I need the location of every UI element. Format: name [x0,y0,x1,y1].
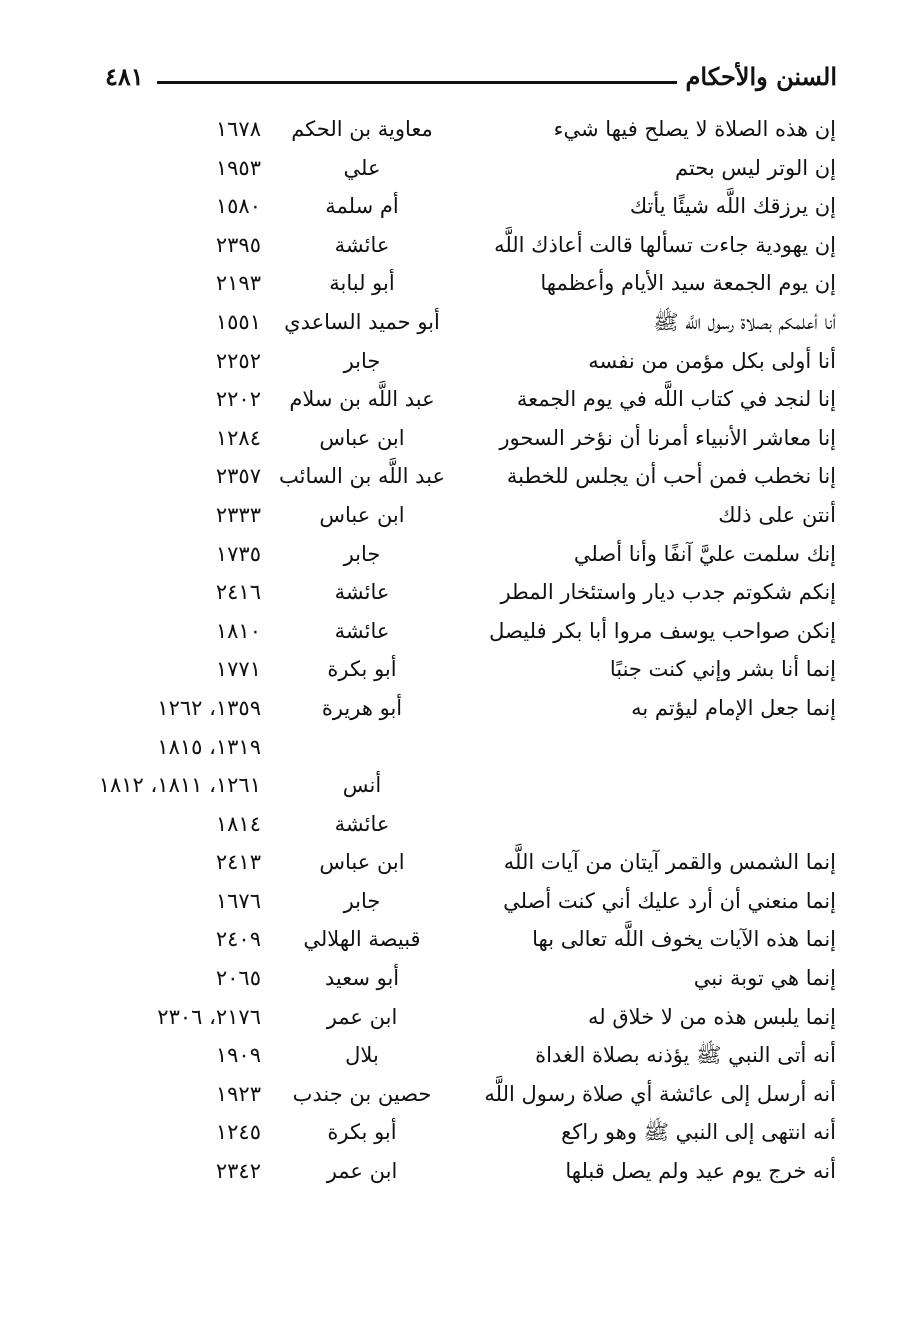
page-header [105,62,837,102]
reference-numbers: ١٢٤٥ [215,1120,261,1145]
reference-numbers: ٢٣٣٣ [215,502,261,527]
reference-numbers: ٢٢٠٢ [215,387,261,412]
narrator-name: جابر [343,888,381,913]
index-row [0,187,916,226]
reference-numbers: ١٣١٩، ١٨١٥ [157,734,261,759]
header-rule [157,81,677,84]
index-row [0,689,916,728]
index-row [0,612,916,651]
narrator-name: ابن عمر [326,1159,398,1184]
narrator-name: عائشة [334,618,390,643]
index-row [0,1036,916,1075]
reference-numbers: ١٧٣٥ [215,541,261,566]
hadith-text: أنه أرسل إلى عائشة أي صلاة رسول اللَّه [484,1081,836,1106]
reference-numbers: ٢٠٦٥ [215,966,261,991]
reference-numbers: ١٥٥١ [215,309,261,334]
reference-numbers: ١٦٧٦ [215,888,261,913]
narrator-name: عبد اللَّه بن السائب [278,464,446,489]
reference-numbers: ٢١٩٣ [215,271,261,296]
index-row [0,573,916,612]
narrator-name: جابر [343,348,381,373]
narrator-name: عائشة [334,580,390,605]
hadith-text: أنه أتى النبي ﷺ يؤذنه بصلاة الغداة [535,1043,836,1068]
narrator-name: عائشة [334,232,390,257]
hadith-text: أنه انتهى إلى النبي ﷺ وهو راكع [561,1120,836,1145]
narrator-name: عبد اللَّه بن سلام [289,387,435,412]
hadith-text: أنا أولى بكل مؤمن من نفسه [588,348,836,373]
hadith-text: إنما الشمس والقمر آيتان من آيات اللَّه [503,850,836,875]
hadith-text: إنا لنجد في كتاب اللَّه في يوم الجمعة [516,387,836,412]
reference-numbers: ٢٣٩٥ [215,232,261,257]
reference-numbers: ١٩٥٣ [215,155,261,180]
narrator-name: ابن عباس [319,425,405,450]
hadith-text: أنتن على ذلك [718,502,836,527]
index-row [0,959,916,998]
index-row [0,1152,916,1191]
hadith-text: أنا أعلمكم بصلاة رسول اللَّه ﷺ [653,309,836,334]
reference-numbers: ١٥٨٠ [215,194,261,219]
index-row [0,303,916,342]
index-row [0,264,916,303]
running-title: السنن والأحكام [685,62,837,91]
narrator-name: ابن عباس [319,850,405,875]
hadith-text: إنما منعني أن أرد عليك أني كنت أصلي [503,888,836,913]
reference-numbers: ٢١٧٦، ٢٣٠٦ [157,1004,261,1029]
reference-numbers: ٢٢٥٢ [215,348,261,373]
narrator-name: جابر [343,541,381,566]
narrator-name: حصين بن جندب [292,1081,432,1106]
page-number: ٤٨١ [105,62,144,91]
narrator-name: ابن عمر [326,1004,398,1029]
hadith-text: إنا نخطب فمن أحب أن يجلس للخطبة [506,464,836,489]
reference-numbers: ٢٤١٣ [215,850,261,875]
narrator-name: أم سلمة [325,194,399,219]
narrator-name: أبو حميد الساعدي [284,309,440,334]
index-row [0,380,916,419]
index-row [0,149,916,188]
index-row [0,882,916,921]
hadith-text: إنما يلبس هذه من لا خلاق له [588,1004,836,1029]
hadith-text: إنكن صواحب يوسف مروا أبا بكر فليصل [489,618,836,643]
index-row [0,1113,916,1152]
index-row [0,226,916,265]
reference-numbers: ١٩٢٣ [215,1081,261,1106]
hadith-text: إنكم شكوتم جدب ديار واستئخار المطر [500,580,836,605]
index-row [0,766,916,805]
reference-numbers: ٢٤١٦ [215,580,261,605]
narrator-name: أبو بكرة [327,657,397,682]
narrator-name: أبو هريرة [321,695,403,720]
hadith-text: إن يرزقك اللَّه شيئًا يأتك [629,194,836,219]
index-row [0,535,916,574]
narrator-name: ابن عباس [319,502,405,527]
hadith-text: إن هذه الصلاة لا يصلح فيها شيء [553,117,836,141]
index-row [0,110,916,149]
index-row [0,650,916,689]
reference-numbers: ١٩٠٩ [215,1043,261,1068]
hadith-index-list [0,110,916,1191]
reference-numbers: ٢٣٤٢ [215,1159,261,1184]
hadith-text: إنما جعل الإمام ليؤتم به [631,695,836,720]
index-row [0,1075,916,1114]
narrator-name: بلال [345,1043,379,1068]
hadith-text: إنك سلمت عليَّ آنفًا وأنا أصلي [573,541,836,566]
reference-numbers: ٢٣٥٧ [215,464,261,489]
narrator-name: أنس [342,773,382,798]
reference-numbers: ١٦٧٨ [215,117,261,141]
reference-numbers: ١٨١٤ [215,811,261,836]
narrator-name: علي [343,155,381,180]
index-row [0,342,916,381]
hadith-text: إن يوم الجمعة سيد الأيام وأعظمها [540,271,836,296]
narrator-name: قبيصة الهلالي [303,927,421,952]
index-row [0,920,916,959]
hadith-text: أنه خرج يوم عيد ولم يصل قبلها [565,1159,836,1184]
hadith-text: إنما هذه الآيات يخوف اللَّه تعالى بها [532,927,836,952]
narrator-name: معاوية بن الحكم [291,117,433,141]
index-row [0,457,916,496]
narrator-name: أبو لبابة [329,271,395,296]
hadith-text: إنما هي توبة نبي [693,966,836,991]
index-row [0,805,916,844]
index-row [0,419,916,458]
index-row [0,496,916,535]
hadith-text: إنا معاشر الأنبياء أمرنا أن نؤخر السحور [499,425,836,450]
reference-numbers: ١٣٥٩، ١٢٦٢ [157,695,261,720]
reference-numbers: ١٧٧١ [215,657,261,682]
reference-numbers: ١٢٨٤ [215,425,261,450]
narrator-name: أبو سعيد [324,966,400,991]
hadith-text: إنما أنا بشر وإني كنت جنبًا [609,657,836,682]
narrator-name: عائشة [334,811,390,836]
index-row [0,728,916,767]
hadith-text: إن الوتر ليس بحتم [674,155,836,180]
narrator-name: أبو بكرة [327,1120,397,1145]
reference-numbers: ١٨١٠ [215,618,261,643]
reference-numbers: ٢٤٠٩ [215,927,261,952]
hadith-text: إن يهودية جاءت تسألها قالت أعاذك اللَّه [494,232,836,257]
index-row [0,998,916,1037]
reference-numbers: ١٢٦١، ١٨١١، ١٨١٢ [98,773,261,798]
index-row [0,843,916,882]
